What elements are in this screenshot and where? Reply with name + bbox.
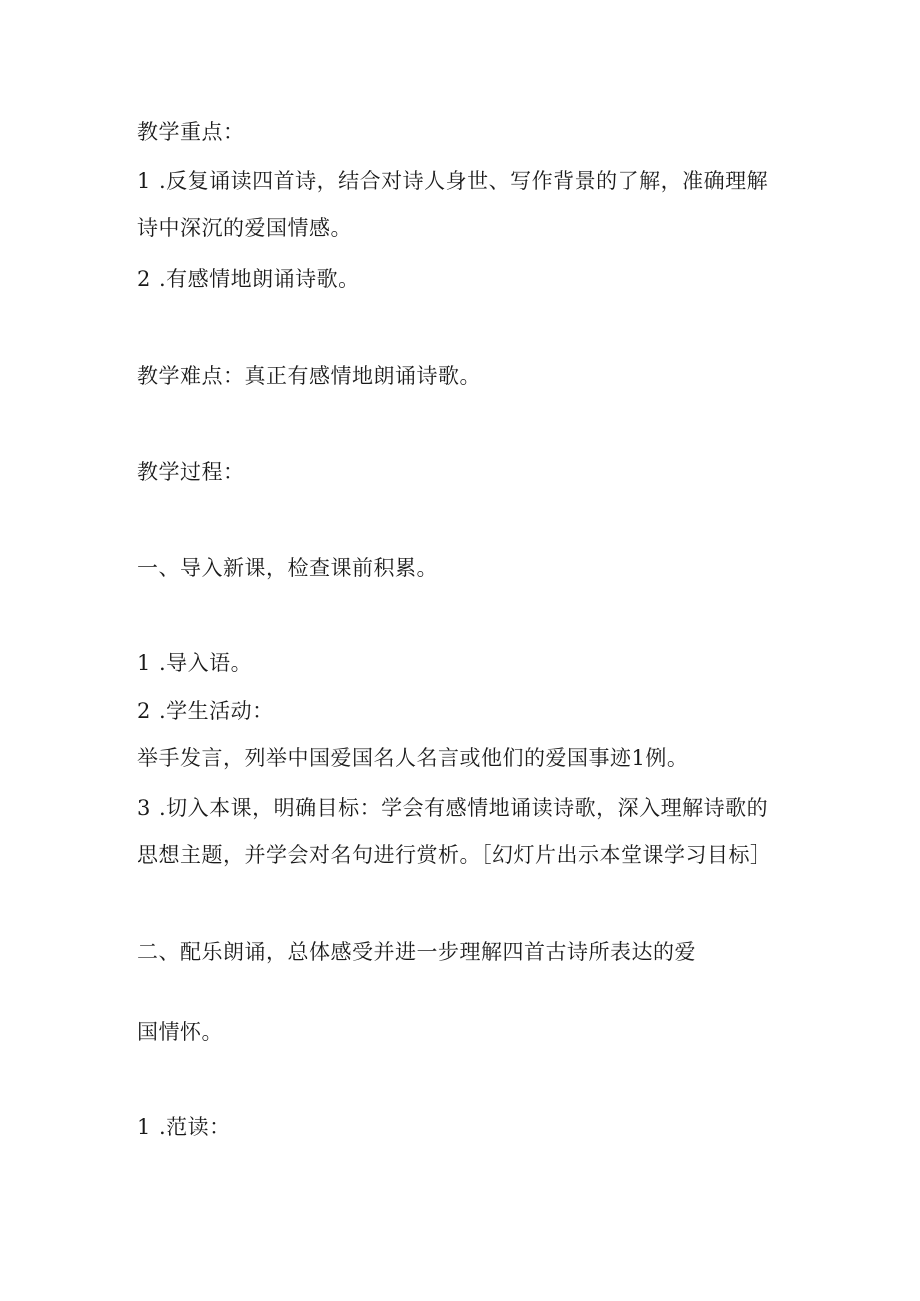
item-number: 3 — [137, 796, 151, 820]
difficulty-paragraph: 教学难点：真正有感情地朗诵诗歌。 — [137, 364, 481, 388]
section-1-item-2 — [137, 696, 274, 726]
section-2-item-1-text: .范读： — [159, 1115, 231, 1139]
section-1-item-2-text: .学生活动： — [159, 699, 274, 723]
item-number: 2 — [137, 699, 151, 723]
section-1-item-3-continuation: 思想主题，并学会对名句进行赏析。［幻灯片出示本堂课学习目标］ — [137, 843, 772, 867]
focus-item-1 — [137, 166, 768, 196]
focus-heading: 教学重点： — [137, 120, 245, 144]
focus-item-1-text: .反复诵读四首诗，结合对诗人身世、写作背景的了解，准确理解 — [159, 169, 769, 193]
section-2-item-1 — [137, 1112, 231, 1142]
section-2-title-continuation: 国情怀。 — [137, 1020, 223, 1044]
item-number: 2 — [137, 267, 151, 291]
section-1-item-3 — [137, 793, 768, 823]
item-number: 1 — [137, 651, 151, 675]
item-number: 1 — [137, 1115, 151, 1139]
section-1-title: 一、导入新课，检查课前积累。 — [137, 556, 438, 580]
process-heading: 教学过程： — [137, 460, 245, 484]
section-1-item-1-text: .导入语。 — [159, 651, 253, 675]
section-2-title: 二、配乐朗诵，总体感受并进一步理解四首古诗所表达的爱 — [137, 940, 696, 964]
item-number: 1 — [137, 169, 151, 193]
focus-item-2-text: .有感情地朗诵诗歌。 — [159, 267, 360, 291]
focus-item-1-continuation: 诗中深沉的爱国情感。 — [137, 216, 352, 240]
section-1-item-3-text: .切入本课，明确目标：学会有感情地诵读诗歌，深入理解诗歌的 — [159, 796, 769, 820]
focus-item-2 — [137, 264, 360, 294]
section-1-activity: 举手发言，列举中国爱国名人名言或他们的爱国事迹1例。 — [137, 746, 689, 770]
section-1-item-1 — [137, 648, 252, 678]
